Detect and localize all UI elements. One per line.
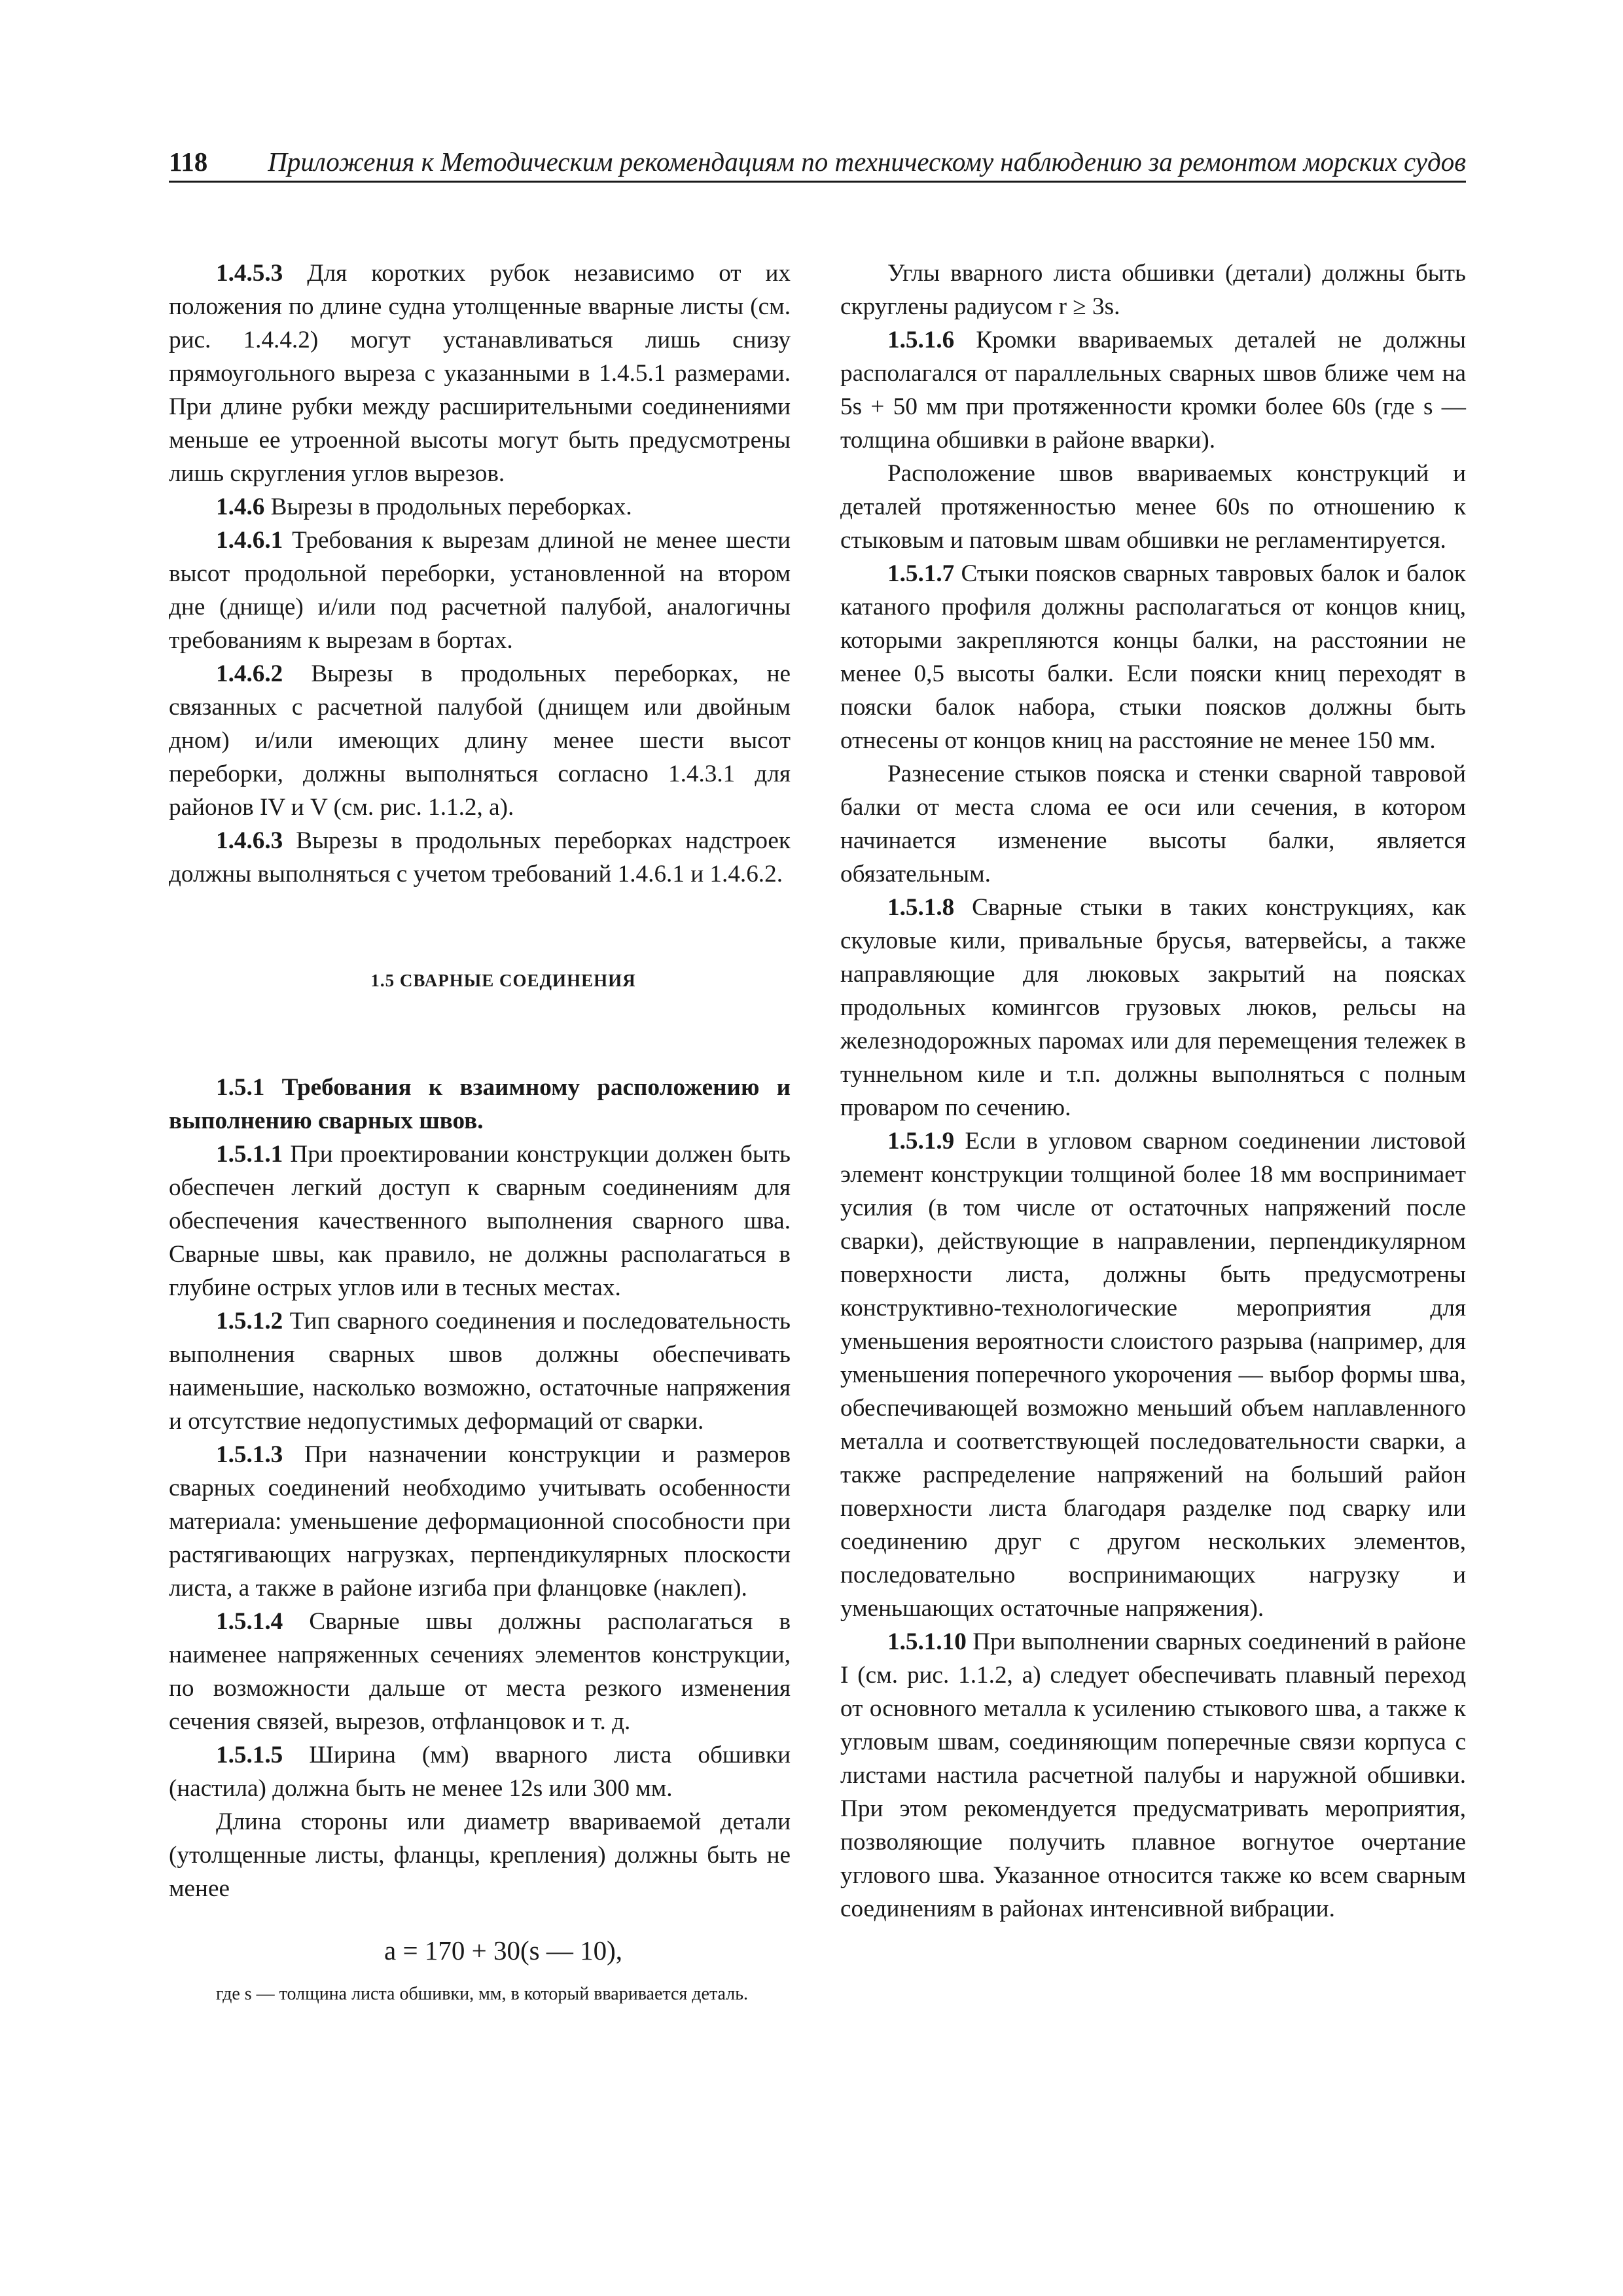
paragraph [169,490,791,524]
clause-number: 1.4.6.3 [216,827,283,854]
paragraph [169,1304,791,1438]
page-header [169,143,1466,183]
paragraph-text: Вырезы в продольных переборках надстроек должны выполняться с учетом требований 1.4.6.1 и 1.4.6.2. [169,827,791,888]
clause-number: 1.5.1.5 [216,1742,283,1768]
paragraph-text: Ширина (мм) вварного листа обшивки (настила) должна быть не менее 12s или 300 мм. [169,1742,791,1802]
formula: a = 170 + 30(s — 10), [384,1935,622,1965]
clause-number: 1.5.1.3 [216,1441,283,1468]
paragraph-text: Сварные стыки в таких конструкциях, как скуловые кили, привальные брусья, ватервейсы, а также направляющие для люковых закрытий на поясках продольных комингсов грузовых люков, рельсы на железнодорожных паромах или для перемещения тележек в туннельном киле и т.п. должны выполняться с полным проваром по сечению. [840,894,1467,1121]
clause-number: 1.5.1.9 [887,1128,955,1155]
paragraph: Углы вварного листа обшивки (детали) должны быть скруглены радиусом r ≥ 3s. [840,260,1466,320]
clause-number: 1.5.1.7 [887,560,955,587]
right-column [840,257,1466,1926]
paragraph [169,1438,791,1605]
paragraph-text: Для коротких рубок независимо от их положения по длине судна утолщенные вварные листы (см. рис. 1.4.4.2) могут устанавливаться лишь снизу прямоугольного выреза с указанными в 1.4.5.1 размерами. При длине рубки между расширительными соединениями меньше ее утроенной высоты могут быть предусмотрены лишь скругления углов вырезов. [169,260,791,487]
clause-number: 1.4.6.1 [216,527,283,554]
paragraph [169,657,791,824]
paragraph: Длина стороны или диаметр ввариваемой детали (утолщенные листы, фланцы, крепления) должны быть не менее [169,1808,791,1902]
paragraph-text: Кромки ввариваемых деталей не должны располагался от параллельных сварных швов ближе чем на 5s + 50 мм при протяженности кромки более 60s (где s — толщина обшивки в районе вварки). [840,327,1466,454]
paragraph: Разнесение стыков пояска и стенки сварной тавровой балки от места слома ее оси или сечения, в котором начинается изменение высоты балки, является обязательным. [840,761,1466,888]
paragraph-text: При выполнении сварных соединений в районе I (см. рис. 1.1.2, а) следует обеспечивать плавный переход от основного металла к усилению стыкового шва, а также к угловым швам, соединяющим поперечные связи корпуса с листами настила расчетной палубы и наружной обшивки. При этом рекомендуется предусматривать мероприятия, позволяющие получить плавное вогнутое очертание углового шва. Указанное относится также ко всем сварным соединениям в районах интенсивной вибрации. [840,1628,1467,1922]
paragraph [169,1738,791,1805]
running-title: Приложения к Методическим рекомендациям по техническому наблюдению за ремонтом морских судов [268,147,1466,177]
paragraph-text: Тип сварного соединения и последовательность выполнения сварных швов должны обеспечивать наименьшие, насколько возможно, остаточные напряжения и отсутствие недопустимых деформаций от сварки. [169,1308,791,1435]
clause-number: 1.5.1.1 [216,1141,283,1168]
clause-number: 1.5.1 [216,1074,265,1101]
subsection-title: Требования к взаимному расположению и выполнению сварных швов. [169,1074,791,1134]
paragraph [169,524,791,657]
clause-number: 1.4.6.2 [216,660,283,687]
paragraph-text: Вырезы в продольных переборках. [270,493,632,520]
paragraph [169,1605,791,1738]
page-number: 118 [169,147,208,177]
paragraph-text: Если в угловом сварном соединении листовой элемент конструкции толщиной более 18 мм воспринимает усилия (в том числе от остаточных напряжений после сварки), действующие в направлении, перпендикулярном поверхности листа, должны быть предусмотрены конструктивно-технологические мероприятия для уменьшения вероятности слоистого разрыва (например, для уменьшения поперечного укорочения — выбор формы шва, обеспечивающей возможно меньший объем наплавленного металла и соответствующей последовательности сварки, а также распределение напряжений на больший район поверхности листа благодаря разделке под сварку или соединению друг с другом нескольких элементов, последовательно воспринимающих нагрузку и уменьшающих остаточные напряжения). [840,1128,1467,1622]
paragraph-text: Сварные швы должны располагаться в наименее напряженных сечениях элементов конструкции, по возможности дальше от места резкого изменения сечения связей, вырезов, отфланцовок и т. д. [169,1608,791,1735]
paragraph-text: Требования к вырезам длиной не менее шести высот продольной переборки, установленной на втором дне (днище) и/или под расчетной палубой, аналогичны требованиям к вырезам в бортах. [169,527,791,654]
clause-number: 1.4.6 [216,493,265,520]
paragraph [840,1625,1466,1926]
paragraph [169,1071,791,1138]
paragraph-text: При назначении конструкции и размеров сварных соединений необходимо учитывать особенности материала: уменьшение деформационной способности при растягивающих нагрузках, перпендикулярных плоскости листа, а также в районе изгиба при фланцовке (наклеп). [169,1441,791,1602]
paragraph [840,1124,1466,1625]
paragraph-text: Стыки поясков сварных тавровых балок и балок катаного профиля должны располагаться от концов книц, которыми закрепляются концы балки, на расстоянии не менее 0,5 высоты балки. Если пояски книц переходят в пояски балок набора, стыки поясков должны быть отнесены от концов книц на расстояние не менее 150 мм. [840,560,1466,754]
paragraph: Расположение швов ввариваемых конструкций и деталей протяженностью менее 60s по отношению к стыковым и патовым швам обшивки не регламентируется. [840,460,1466,554]
paragraph [169,1138,791,1304]
paragraph [840,323,1466,457]
clause-number: 1.5.1.8 [887,894,955,921]
clause-number: 1.5.1.6 [887,327,955,353]
clause-number: 1.5.1.10 [887,1628,967,1655]
section-heading: 1.5 СВАРНЫЕ СОЕДИНЕНИЯ [370,971,636,990]
paragraph [169,824,791,891]
paragraph [840,557,1466,757]
clause-number: 1.5.1.4 [216,1608,283,1635]
clause-number: 1.4.5.3 [216,260,283,287]
paragraph-text: Вырезы в продольных переборках, не связанных с расчетной палубой (днищем или двойным дном) и/или имеющих длину менее шести высот переборки, должны выполняться согласно 1.4.3.1 для районов IV и V (см. рис. 1.1.2, а). [169,660,791,821]
clause-number: 1.5.1.2 [216,1308,283,1335]
paragraph [169,257,791,490]
footnote: где s — толщина листа обшивки, мм, в который вваривается деталь. [216,1984,748,2004]
paragraph [840,891,1466,1124]
paragraph-text: При проектировании конструкции должен быть обеспечен легкий доступ к сварным соединениям для обеспечения качественного выполнения сварного шва. Сварные швы, как правило, не должны располагаться в глубине острых углов или в тесных местах. [169,1141,791,1301]
left-column [169,257,791,2007]
